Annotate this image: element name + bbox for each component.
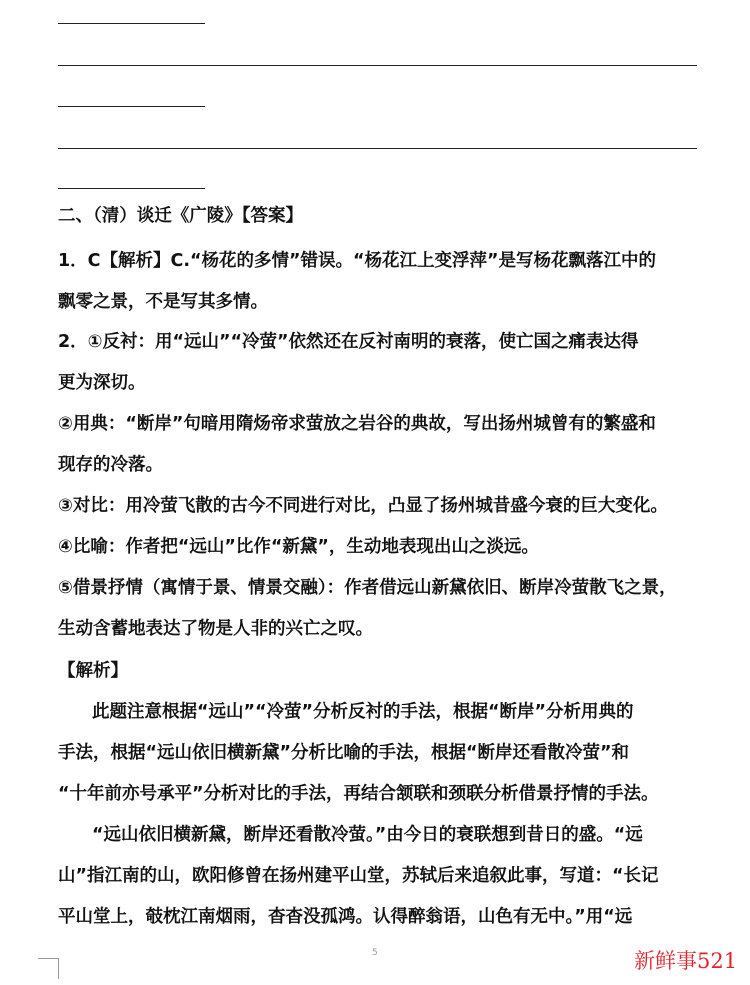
- analysis-line: 手法，根据“远山依旧横新黛”分析比喻的手法，根据“断岸还看散冷萤”和: [58, 743, 630, 763]
- answer-line: 现存的冷落。: [58, 455, 163, 475]
- page-number: 5: [372, 948, 378, 958]
- crop-mark: [38, 958, 59, 979]
- analysis-heading: 【解析】: [58, 661, 128, 681]
- answer-line: 2．①反衬：用“远山”“冷萤”依然还在反衬南明的衰落，使亡国之痛表达得: [58, 332, 639, 352]
- answer-blank-line: [58, 148, 697, 149]
- answer-line: 飘零之景，不是写其多情。: [58, 292, 268, 312]
- answer-blank-line: [58, 188, 205, 189]
- analysis-line: “十年前亦号承平”分析对比的手法，再结合颔联和颈联分析借景抒情的手法。: [58, 784, 659, 804]
- watermark: 新鲜事521: [634, 949, 738, 973]
- answer-line: ④比喻：作者把“远山”比作“新黛”，生动地表现出山之淡远。: [58, 537, 539, 557]
- answer-blank-line: [58, 106, 205, 107]
- answer-line: ③对比：用冷萤飞散的古今不同进行对比，凸显了扬州城昔盛今衰的巨大变化。: [58, 496, 668, 516]
- analysis-line: 平山堂上，攲枕江南烟雨，杳杳没孤鸿。认得醉翁语，山色有无中。”用“远: [58, 907, 633, 927]
- answer-line: ⑤借景抒情（寓情于景、情景交融）：作者借远山新黛依旧、断岸冷萤散飞之景，: [58, 578, 677, 598]
- answer-blank-line: [58, 23, 205, 24]
- answer-line: 1．C【解析】C.“杨花的多情”错误。“杨花江上变浮萍”是写杨花飘落江中的: [58, 251, 657, 271]
- answer-blank-line: [58, 65, 697, 66]
- answer-line: 更为深切。: [58, 373, 146, 393]
- answer-line: ②用典：“断岸”句暗用隋炀帝求萤放之岩谷的典故，写出扬州城曾有的繁盛和: [58, 414, 656, 434]
- answer-line: 生动含蓄地表达了物是人非的兴亡之叹。: [58, 619, 373, 639]
- analysis-line: 此题注意根据“远山”“冷萤”分析反衬的手法，根据“断岸”分析用典的: [92, 702, 634, 722]
- analysis-line: 山”指江南的山，欧阳修曾在扬州建平山堂，苏轼后来追叙此事，写道：“长记: [58, 866, 659, 886]
- analysis-line: “远山依旧横新黛，断岸还看散冷萤。”由今日的衰联想到昔日的盛。“远: [92, 825, 643, 845]
- section-heading: 二、（清）谈迁《广陵》【答案】: [58, 206, 303, 226]
